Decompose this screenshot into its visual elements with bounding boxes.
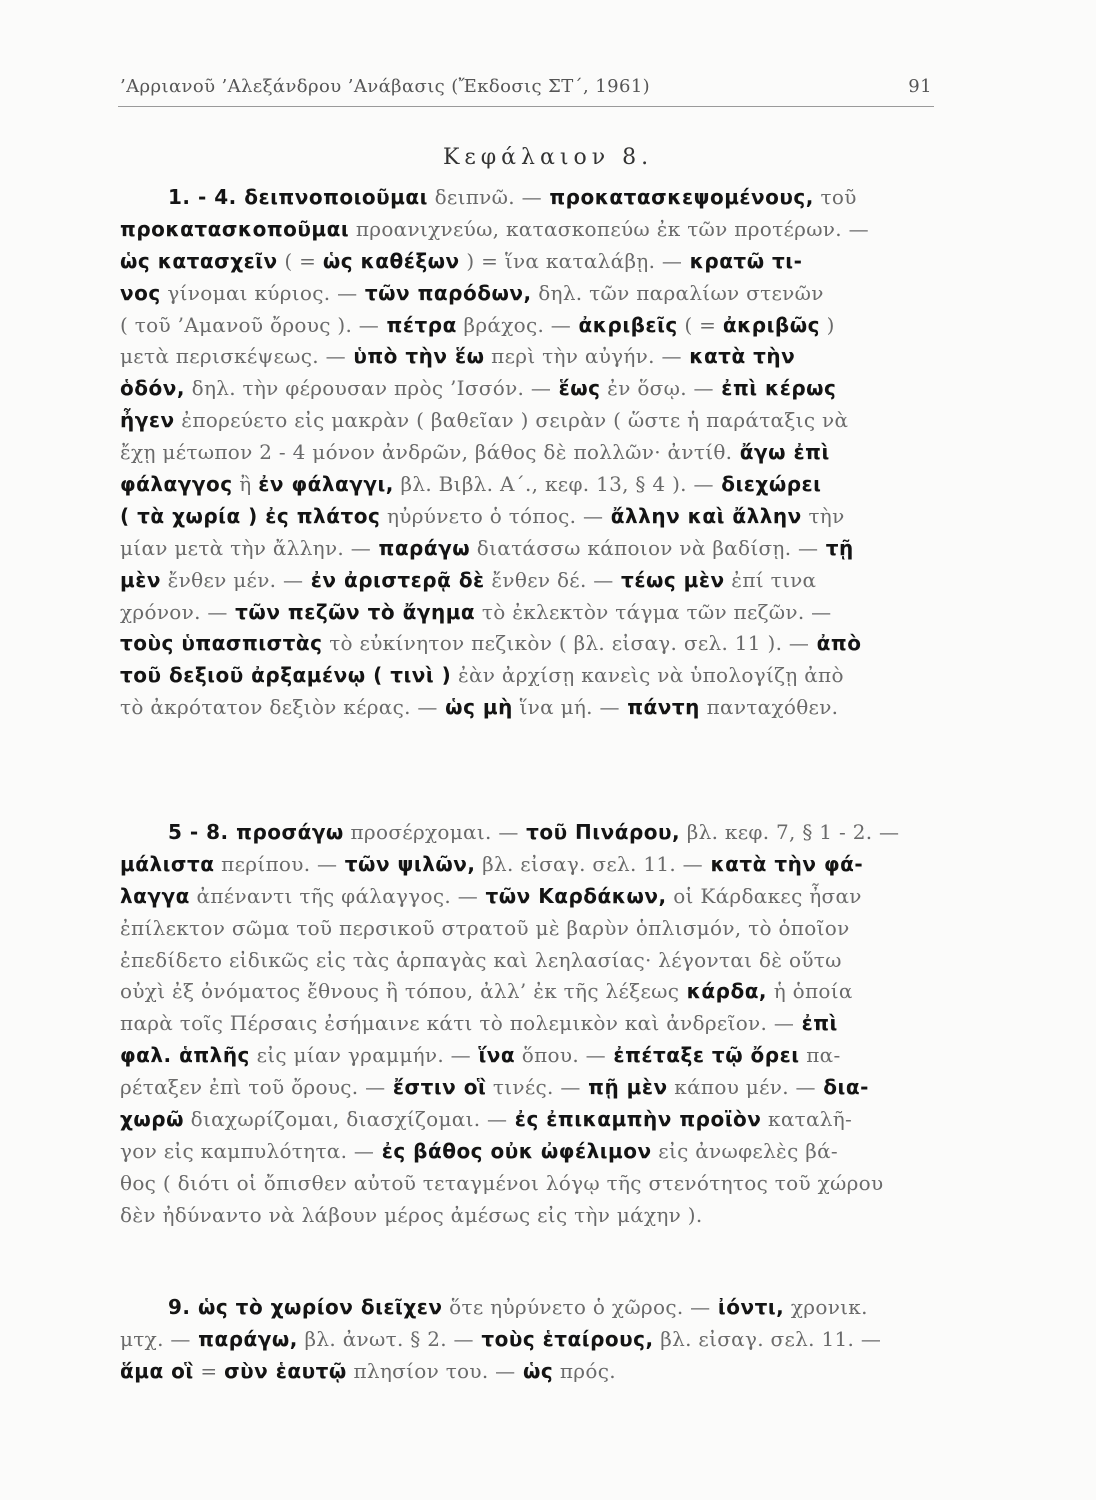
gloss: κάπου μέν. — (667, 1075, 816, 1100)
text-line (120, 1008, 950, 1040)
text-line (120, 1040, 950, 1072)
gloss: μίαν μετὰ τὴν ἄλλην. — (120, 535, 372, 560)
gloss: ἐπορεύετο εἰς μακρὰν ( βαθεῖαν ) σειρὰν ( ὥστε ἡ παράταξις νὰ (174, 408, 849, 433)
gloss: ὅτε ηὐρύνετο ὁ χῶρος. — (442, 1295, 711, 1319)
text-line (120, 310, 950, 342)
lemma: παράγω (371, 535, 471, 560)
lemma: λαγγα (120, 883, 190, 908)
gloss: βλ. κεφ. 7, § 1 - 2. — (680, 820, 900, 844)
lemma: ἄλλην καὶ ἄλλην (603, 503, 802, 528)
gloss: εἰς ἀνωφελὲς βά- (651, 1138, 838, 1163)
lemma: προσάγω (228, 820, 344, 844)
running-title: ’Αρριανοῦ ’Αλεξάνδρου ’Ανάβασις (Ἔκδοσις ΣΤ΄, 1961) (120, 76, 651, 97)
lemma: 5 - 8. (168, 820, 229, 844)
gloss: γον εἰς καμπυλότητα. — (120, 1138, 375, 1163)
running-header (118, 72, 934, 107)
lemma: ἕως (551, 376, 601, 401)
gloss: ἐπίλεκτον σῶμα τοῦ περσικοῦ στρατοῦ μὲ βαρὺν ὁπλισμόν, τὸ ὁποῖον (120, 915, 850, 940)
lemma: ὑπὸ τὴν ἕω (345, 344, 485, 369)
gloss: πλησίον του. — (346, 1358, 516, 1383)
gloss: τὸ ἀκρότατον δεξιὸν κέρας. — (120, 695, 438, 720)
gloss: βλ. εἰσαγ. σελ. 11. — (653, 1326, 882, 1351)
lemma: ἅμα οἳ (120, 1358, 194, 1383)
lemma: παράγω, (190, 1326, 298, 1351)
gloss: χρονικ. (784, 1295, 868, 1319)
gloss: τὸ ἐκλεκτὸν τάγμα τῶν πεζῶν. — (475, 599, 832, 624)
text-line (120, 913, 950, 945)
gloss: ἐὰν ἀρχίσῃ κανεὶς νὰ ὑπολογίζῃ ἀπὸ (451, 663, 844, 688)
lemma: τοὺς ὑπασπιστὰς (120, 631, 323, 656)
lemma: τοὺς ἑταίρους, (473, 1326, 654, 1351)
lemma: ἀκριβῶς (722, 312, 820, 337)
text-line (120, 405, 950, 437)
gloss: πανταχόθεν. (699, 695, 839, 720)
lemma: ( τὰ χωρία ) ἐς πλάτος (120, 503, 381, 528)
lemma: ἦγεν (120, 408, 175, 433)
gloss: θος ( διότι οἱ ὄπισθεν αὐτοῦ τεταγμένοι λόγῳ τῆς στενότητος τοῦ χώρου (120, 1170, 884, 1195)
gloss: ἡ ὁποία (767, 979, 853, 1004)
gloss: = (193, 1358, 225, 1383)
lemma: προκατασκεψομένους, (541, 185, 814, 209)
gloss: πα- (799, 1043, 841, 1068)
text-line (120, 1324, 950, 1356)
lemma: 1. - 4. (168, 185, 237, 209)
gloss: τὴν (801, 503, 845, 528)
lemma: ὡς μὴ (437, 695, 513, 720)
lemma: ἔστιν οἳ (385, 1075, 487, 1100)
lemma: προκατασκοποῦμαι (120, 216, 350, 241)
lemma: τῶν ψιλῶν, (337, 851, 476, 876)
text-line (120, 469, 950, 501)
lemma: φάλαγγος (120, 472, 233, 497)
gloss: ἵνα μή. — (512, 695, 620, 720)
lemma: ὁδόν, (120, 376, 185, 401)
lemma: κατὰ τὴν (681, 344, 796, 369)
lemma: ἐπὶ κέρως (713, 376, 837, 401)
gloss: ἔνθεν δέ. — (484, 567, 614, 592)
gloss: δηλ. τὴν φέρουσαν πρὸς ’Ισσόν. — (184, 376, 552, 401)
lemma: διεχώρει (713, 472, 822, 497)
gloss: βλ. ἀνωτ. § 2. — (297, 1326, 474, 1351)
text-line (120, 341, 950, 373)
lemma: ἀπὸ (809, 631, 862, 656)
lemma: ἐς βάθος οὐκ ὠφέλιμον (374, 1138, 652, 1163)
gloss: βλ. εἰσαγ. σελ. 11. — (475, 851, 703, 876)
lemma: ἄγω ἐπὶ (732, 440, 830, 465)
gloss: γίνομαι κύριος. — (160, 280, 358, 305)
lemma: χωρῶ (120, 1107, 184, 1132)
lemma: σὺν ἑαυτῷ (224, 1358, 347, 1383)
lemma: ἐς ἐπικαμπὴν προϊὸν (507, 1107, 762, 1132)
lemma: τοῦ Πινάρου, (518, 820, 681, 844)
lemma: μὲν (120, 567, 161, 592)
gloss: ἐπί τινα (724, 567, 817, 592)
lemma: ἀκριβεῖς (571, 312, 678, 337)
lemma: νος (120, 280, 161, 305)
lemma: κατὰ τὴν φά- (702, 851, 864, 876)
text-line (120, 881, 950, 913)
gloss: ἔνθεν μέν. — (160, 567, 304, 592)
gloss: μετὰ περισκέψεως. — (120, 344, 346, 369)
gloss: ἐν ὅσῳ. — (600, 376, 714, 401)
gloss: καταλῆ- (761, 1107, 853, 1132)
lemma: τέως μὲν (613, 567, 725, 592)
text-line (120, 817, 950, 849)
gloss: προανιχνεύω, κατασκοπεύω ἐκ τῶν προτέρων. — (349, 216, 869, 241)
gloss: οὐχὶ ἐξ ὀνόματος ἔθνους ἢ τόπου, ἀλλ’ ἐκ τῆς λέξεως (120, 979, 680, 1004)
text-line (120, 1200, 950, 1232)
gloss: οἱ Κάρδακες ἦσαν (666, 883, 862, 908)
text-line (120, 597, 950, 629)
lemma: ἰόντι, (710, 1295, 785, 1319)
gloss: μτχ. — (120, 1326, 191, 1351)
section-9 (120, 1292, 950, 1388)
lemma: πέτρα (379, 312, 457, 337)
gloss: διαχωρίζομαι, διασχίζομαι. — (183, 1107, 508, 1132)
gloss: ρέταξεν ἐπὶ τοῦ ὄρους. — (120, 1075, 386, 1100)
text-line (120, 533, 950, 565)
text-line (120, 976, 950, 1008)
lemma: τῶν Καρδάκων, (478, 883, 667, 908)
gloss: ) (819, 312, 835, 337)
gloss: ἀπέναντι τῆς φάλαγγος. — (189, 883, 479, 908)
lemma: κρατῶ τι- (682, 248, 803, 273)
text-line (120, 1136, 950, 1168)
gloss: τὸ εὐκίνητον πεζικὸν ( βλ. εἰσαγ. σελ. 11 ). — (322, 631, 810, 656)
text-line (120, 849, 950, 881)
lemma: ἵνα (470, 1043, 516, 1068)
lemma: πάντη (619, 695, 700, 720)
gloss: ( τοῦ ’Αμανοῦ ὄρους ). — (120, 312, 380, 337)
lemma: τῶν πεζῶν τὸ ἄγημα (227, 599, 476, 624)
lemma: 9. (168, 1295, 191, 1319)
gloss: ἔχῃ μέτωπον 2 - 4 μόνον ἀνδρῶν, βάθος δὲ πολλῶν· ἀντίθ. (120, 440, 733, 465)
text-line (120, 1356, 950, 1388)
lemma: ὡς (515, 1358, 554, 1383)
gloss: δὲν ἠδύναντο νὰ λάβουν μέρος ἀμέσως εἰς τὴν μάχην ). (120, 1202, 703, 1227)
lemma: δια- (815, 1075, 869, 1100)
lemma: τοῦ δεξιοῦ ἀρξαμένῳ ( τινὶ ) (120, 663, 452, 688)
section-5-8 (120, 817, 950, 1232)
lemma: πῇ μὲν (580, 1075, 668, 1100)
section-1-4 (120, 182, 950, 724)
gloss: περίπου. — (214, 851, 338, 876)
text-line (120, 565, 950, 597)
gloss: ) = ἵνα καταλάβῃ. — (459, 248, 683, 273)
text-line (120, 945, 950, 977)
text-line (120, 692, 950, 724)
text-line (120, 501, 950, 533)
text-line (120, 628, 950, 660)
gloss: ἐπεδίδετο εἰδικῶς εἰς τὰς ἁρπαγὰς καὶ λεηλασίας· λέγονται δὲ οὕτω (120, 947, 842, 972)
lemma: μάλιστα (120, 851, 215, 876)
gloss: τοῦ (813, 185, 857, 209)
lemma: δειπνοποιοῦμαι (236, 185, 428, 209)
text-line (120, 1292, 950, 1324)
gloss: προσέρχομαι. — (343, 820, 519, 844)
gloss: πρός. (553, 1358, 616, 1383)
text-line (120, 246, 950, 278)
gloss: ( = (677, 312, 723, 337)
gloss: δειπνῶ. — (427, 185, 542, 209)
lemma: ἐν ἀριστερᾷ δὲ (303, 567, 485, 592)
gloss: δηλ. τῶν παραλίων στενῶν (531, 280, 824, 305)
lemma: φαλ. ἁπλῆς (120, 1043, 250, 1068)
text-line (120, 278, 950, 310)
lemma: ὡς τὸ χωρίον διεῖχεν (190, 1295, 443, 1319)
gloss: βράχος. — (456, 312, 572, 337)
text-line (120, 373, 950, 405)
lemma: τῇ (818, 535, 854, 560)
lemma: ὡς κατασχεῖν (120, 248, 278, 273)
gloss: περὶ τὴν αὐγήν. — (484, 344, 682, 369)
lemma: ἐν φάλαγγι, (258, 472, 394, 497)
gloss: ἢ (232, 472, 259, 497)
gloss: εἰς μίαν γραμμήν. — (249, 1043, 471, 1068)
page-number: 91 (908, 76, 932, 97)
lemma: τῶν παρόδων, (357, 280, 532, 305)
gloss: τινές. — (486, 1075, 581, 1100)
gloss: χρόνον. — (120, 599, 228, 624)
gloss: παρὰ τοῖς Πέρσαις ἐσήμαινε κάτι τὸ πολεμικὸν καὶ ἀνδρεῖον. — (120, 1011, 795, 1036)
lemma: ἐπέταξε τῷ ὄρει (605, 1043, 800, 1068)
text-line (120, 437, 950, 469)
gloss: διατάσσω κάποιον νὰ βαδίσῃ. — (470, 535, 819, 560)
text-line (120, 1072, 950, 1104)
gloss: ὅπου. — (515, 1043, 606, 1068)
text-line (120, 1168, 950, 1200)
gloss: βλ. Βιβλ. Α΄., κεφ. 13, § 4 ). — (393, 472, 714, 497)
gloss: ( = (277, 248, 323, 273)
lemma: κάρδα, (679, 979, 768, 1004)
text-line (120, 182, 950, 214)
text-line (120, 1104, 950, 1136)
lemma: ὡς καθέξων (322, 248, 460, 273)
text-line (120, 660, 950, 692)
lemma: ἐπὶ (794, 1011, 838, 1036)
gloss: ηὐρύνετο ὁ τόπος. — (380, 503, 604, 528)
text-line (120, 214, 950, 246)
chapter-title: Κεφάλαιον 8. (442, 145, 654, 170)
